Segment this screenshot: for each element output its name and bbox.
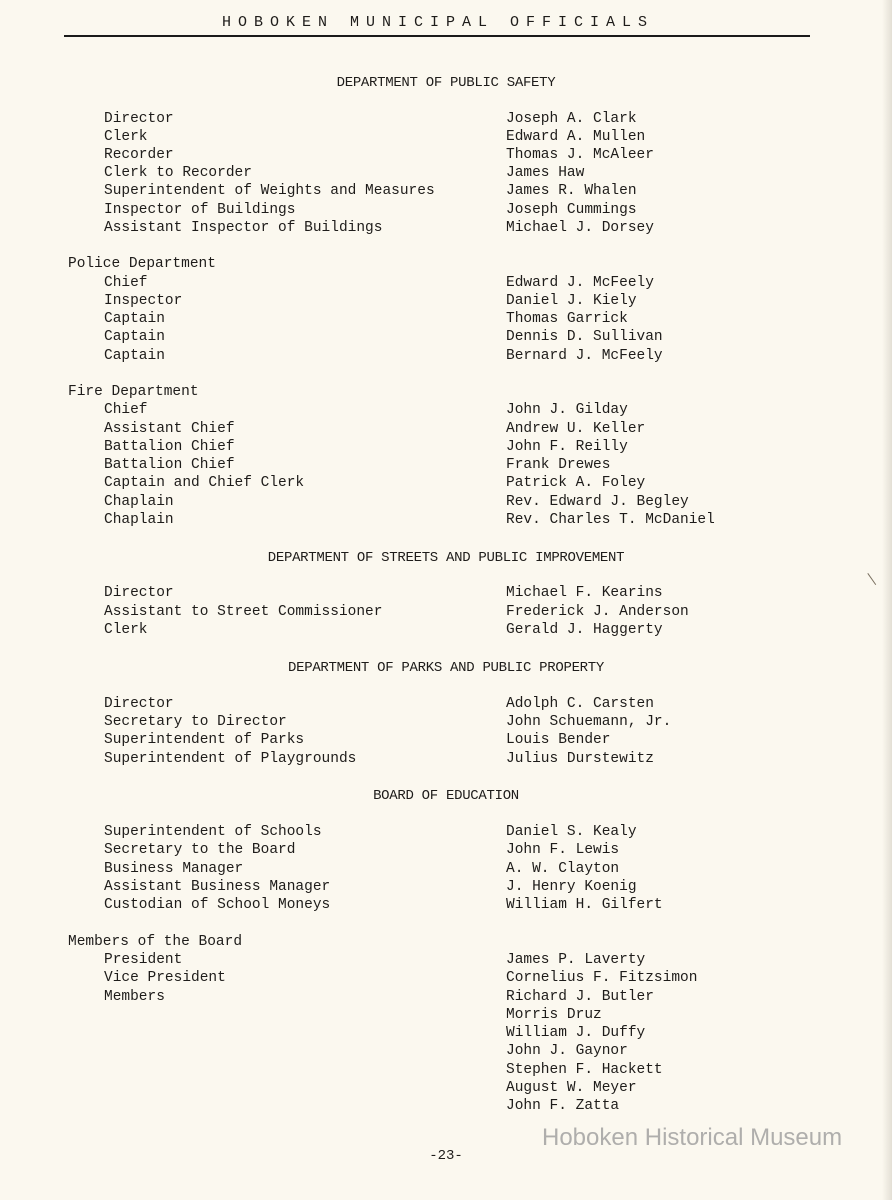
official-name: Michael F. Kearins — [506, 585, 663, 601]
section-title-public-safety: DEPARTMENT OF PUBLIC SAFETY — [336, 75, 556, 91]
subsection-label-board-members: Members of the Board — [68, 934, 243, 950]
official-name: Daniel S. Kealy — [506, 824, 637, 840]
role-label: Captain — [104, 348, 165, 364]
official-name: James R. Whalen — [506, 183, 637, 199]
role-label: Superintendent of Schools — [104, 824, 322, 840]
role-label: Chaplain — [104, 494, 174, 510]
role-label: Superintendent of Parks — [104, 732, 305, 748]
role-label: Director — [104, 585, 174, 601]
role-label: Director — [104, 111, 174, 127]
role-label: Clerk — [104, 622, 148, 638]
official-name: Daniel J. Kiely — [506, 293, 637, 309]
official-name: Thomas Garrick — [506, 311, 628, 327]
official-name: Louis Bender — [506, 732, 611, 748]
official-name: Adolph C. Carsten — [506, 696, 654, 712]
official-name: Gerald J. Haggerty — [506, 622, 663, 638]
official-name: J. Henry Koenig — [506, 879, 637, 895]
role-label: Business Manager — [104, 861, 244, 877]
official-name: John F. Lewis — [506, 842, 620, 858]
role-label: Chaplain — [104, 512, 174, 528]
role-label: Clerk to Recorder — [104, 165, 252, 181]
board-member-name: Richard J. Butler — [506, 989, 654, 1005]
role-label: Chief — [104, 402, 148, 418]
role-label: Custodian of School Moneys — [104, 897, 331, 913]
official-name: Joseph Cummings — [506, 202, 637, 218]
official-name: John J. Gilday — [506, 402, 628, 418]
official-name: Bernard J. McFeely — [506, 348, 663, 364]
role-label: Assistant Inspector of Buildings — [104, 220, 383, 236]
subsection-label-police: Police Department — [68, 256, 216, 272]
official-name: Joseph A. Clark — [506, 111, 637, 127]
role-label: Captain and Chief Clerk — [104, 475, 305, 491]
role-label: Inspector of Buildings — [104, 202, 296, 218]
role-label: Secretary to Director — [104, 714, 287, 730]
role-label: Captain — [104, 329, 165, 345]
official-name: Rev. Edward J. Begley — [506, 494, 689, 510]
role-label: Battalion Chief — [104, 439, 235, 455]
role-label: Director — [104, 696, 174, 712]
page-header: HOBOKEN MUNICIPAL OFFICIALS — [221, 14, 655, 31]
board-member-name: John F. Zatta — [506, 1098, 620, 1114]
role-label: Assistant Business Manager — [104, 879, 331, 895]
official-name: Frank Drewes — [506, 457, 611, 473]
role-label: Superintendent of Weights and Measures — [104, 183, 435, 199]
official-name: Andrew U. Keller — [506, 421, 646, 437]
section-title-streets: DEPARTMENT OF STREETS AND PUBLIC IMPROVEMENT — [267, 550, 625, 566]
page-edge-shadow — [882, 0, 892, 1200]
role-label: Assistant to Street Commissioner — [104, 604, 383, 620]
official-name: John Schuemann, Jr. — [506, 714, 672, 730]
official-name: Dennis D. Sullivan — [506, 329, 663, 345]
role-label: Chief — [104, 275, 148, 291]
role-label: Assistant Chief — [104, 421, 235, 437]
role-label: Vice President — [104, 970, 226, 986]
official-name: Rev. Charles T. McDaniel — [506, 512, 715, 528]
official-name: Cornelius F. Fitzsimon — [506, 970, 698, 986]
official-name: Michael J. Dorsey — [506, 220, 654, 236]
official-name: James P. Laverty — [506, 952, 646, 968]
subsection-label-fire: Fire Department — [68, 384, 199, 400]
role-label: Battalion Chief — [104, 457, 235, 473]
section-title-parks: DEPARTMENT OF PARKS AND PUBLIC PROPERTY — [288, 660, 604, 676]
role-label: Members — [104, 989, 165, 1005]
official-name: John F. Reilly — [506, 439, 628, 455]
official-name: Patrick A. Foley — [506, 475, 646, 491]
role-label: Clerk — [104, 129, 148, 145]
museum-watermark: Hoboken Historical Museum — [542, 1124, 843, 1151]
page-number: -23- — [429, 1148, 463, 1164]
role-label: Secretary to the Board — [104, 842, 296, 858]
board-member-name: John J. Gaynor — [506, 1043, 628, 1059]
role-label: President — [104, 952, 183, 968]
role-label: Superintendent of Playgrounds — [104, 751, 357, 767]
role-label: Inspector — [104, 293, 183, 309]
official-name: Thomas J. McAleer — [506, 147, 654, 163]
role-label: Recorder — [104, 147, 174, 163]
official-name: A. W. Clayton — [506, 861, 620, 877]
header-rule — [64, 35, 810, 37]
board-member-name: Stephen F. Hackett — [506, 1062, 663, 1078]
board-member-name: William J. Duffy — [506, 1025, 646, 1041]
role-label: Captain — [104, 311, 165, 327]
board-member-name: August W. Meyer — [506, 1080, 637, 1096]
official-name: Edward A. Mullen — [506, 129, 646, 145]
official-name: Frederick J. Anderson — [506, 604, 689, 620]
official-name: William H. Gilfert — [506, 897, 663, 913]
official-name: Edward J. McFeely — [506, 275, 654, 291]
board-member-name: Morris Druz — [506, 1007, 602, 1023]
section-title-education: BOARD OF EDUCATION — [373, 788, 519, 804]
official-name: James Haw — [506, 165, 585, 181]
official-name: Julius Durstewitz — [506, 751, 654, 767]
